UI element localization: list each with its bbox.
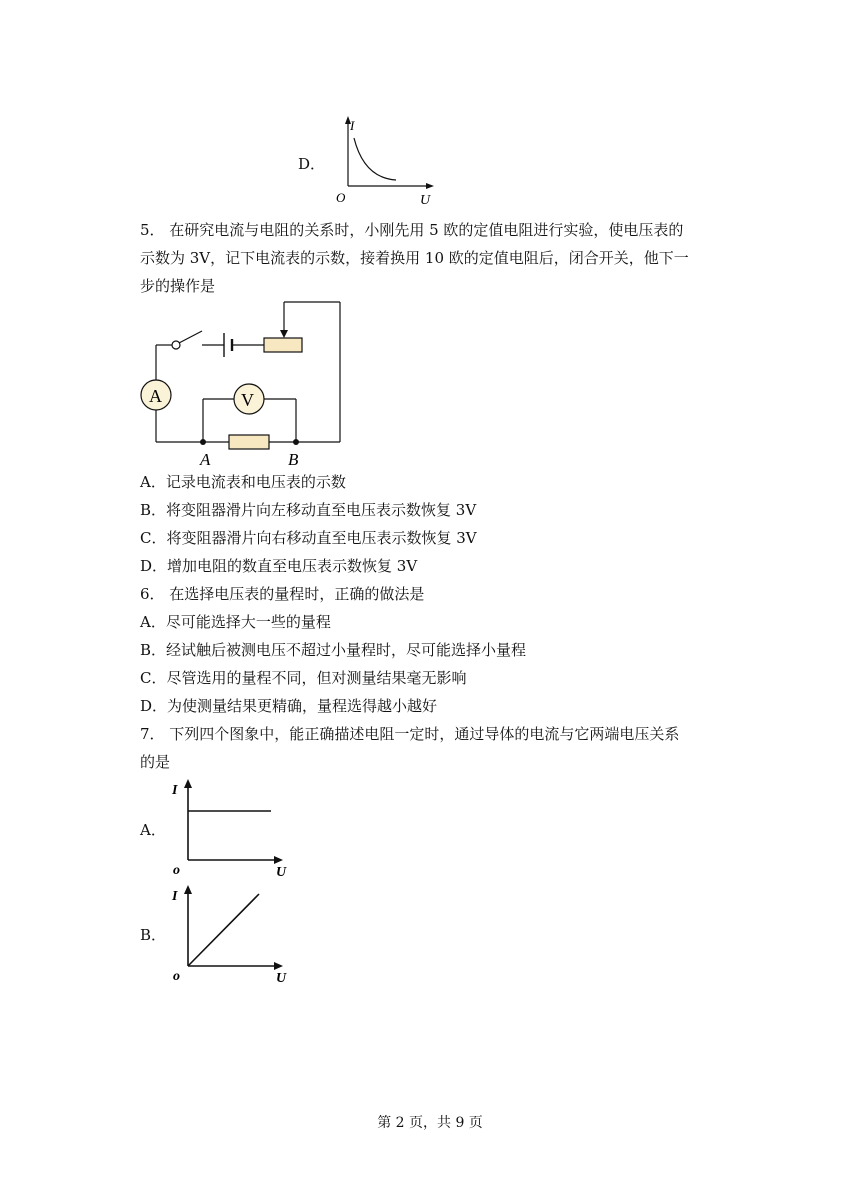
q5-option-d: D．增加电阻的数直至电压表示数恢复 3V xyxy=(140,557,418,575)
ammeter-label: A xyxy=(149,386,162,406)
q7-text-line2: 的是 xyxy=(140,753,171,771)
q6-option-d: D．为使测量结果更精确，量程选得越小越好 xyxy=(140,697,438,715)
q7-option-b-label: B． xyxy=(140,926,167,944)
switch-icon xyxy=(172,341,180,349)
graph-b-x-label: U xyxy=(276,971,287,986)
q5-text-line3: 步的操作是 xyxy=(140,277,216,295)
q4-option-d-label: D． xyxy=(298,155,326,173)
q5-circuit-diagram xyxy=(130,295,360,470)
graph-b-y-label: I xyxy=(172,889,178,904)
point-a-label: A xyxy=(200,450,211,469)
graph-a-y-label: I xyxy=(172,783,178,798)
junction-b-dot xyxy=(293,439,299,445)
q5-option-b: B．将变阻器滑片向左移动直至电压表示数恢复 3V xyxy=(140,501,477,519)
point-b-label: B xyxy=(288,450,299,469)
junction-a-dot xyxy=(200,439,206,445)
q6-question: 6． 在选择电压表的量程时，正确的做法是 xyxy=(140,585,425,603)
graph-d-x-label: U xyxy=(420,193,431,208)
inverse-curve xyxy=(354,138,396,180)
graph-d-y-label: I xyxy=(350,118,355,133)
q7-text-line1: 7． 下列四个图象中，能正确描述电阻一定时，通过导体的电流与它两端电压关系 xyxy=(140,725,680,743)
q4-graph-d xyxy=(330,112,440,208)
q5-option-c: C．将变阻器滑片向右移动直至电压表示数恢复 3V xyxy=(140,529,477,547)
resistor-icon xyxy=(229,435,269,449)
q6-option-b: B．经试触后被测电压不超过小量程时，尽可能选择小量程 xyxy=(140,641,527,659)
rheostat-slider-icon xyxy=(280,330,288,338)
rheostat-icon xyxy=(264,338,302,352)
q7-graph-a xyxy=(166,774,296,880)
q6-option-c: C．尽管选用的量程不同，但对测量结果毫无影响 xyxy=(140,669,467,687)
q7-graph-b xyxy=(166,880,296,986)
page-number: 第 2 页，共 9 页 xyxy=(377,1115,483,1131)
graph-a-origin-label: o xyxy=(173,863,180,878)
graph-d-origin-label: O xyxy=(336,190,346,205)
q6-option-a: A．尽可能选择大一些的量程 xyxy=(140,613,331,631)
q5-text-line2: 示数为 3V，记下电流表的示数，接着换用 10 欧的定值电阻后，闭合开关，他下一 xyxy=(140,249,689,267)
q5-text-line1: 5． 在研究电流与电阻的关系时，小刚先用 5 欧的定值电阻进行实验，使电压表的 xyxy=(140,221,684,239)
q5-option-a: A．记录电流表和电压表的示数 xyxy=(140,473,346,491)
q7-option-a-label: A． xyxy=(140,821,166,839)
proportional-line xyxy=(188,894,259,966)
graph-b-origin-label: o xyxy=(173,969,180,984)
voltmeter-label: V xyxy=(241,390,254,410)
graph-a-x-label: U xyxy=(276,865,287,880)
